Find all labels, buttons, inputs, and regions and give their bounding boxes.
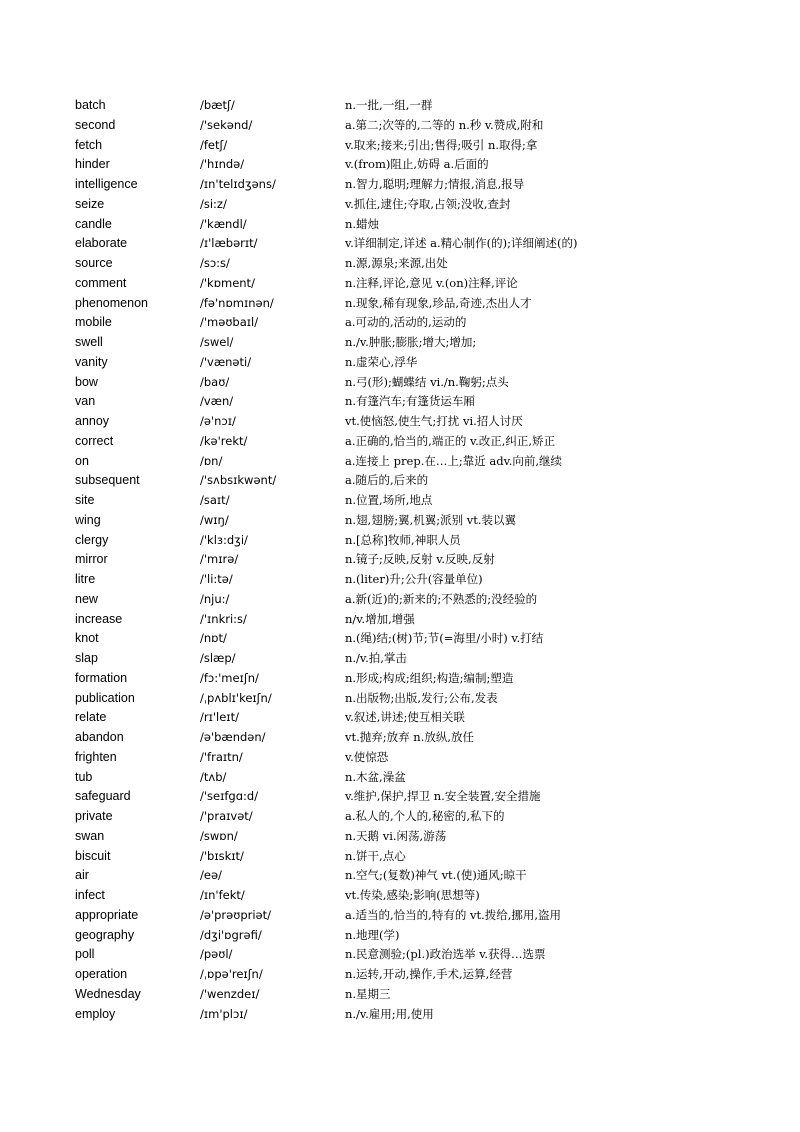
vocab-definition: vt.使恼怒,使生气;打扰 vi.招人讨厌 xyxy=(345,414,523,428)
vocab-word: source xyxy=(75,256,113,270)
vocab-pronunciation: /dʒi'ɒgrəfi/ xyxy=(200,927,262,942)
vocab-definition: n.空气;(复数)神气 vt.(使)通风;晾干 xyxy=(345,868,527,883)
vocab-pronunciation: /kə'rekt/ xyxy=(200,433,248,448)
vocab-pronunciation: /slæp/ xyxy=(200,651,236,665)
vocab-word: safeguard xyxy=(75,789,131,804)
vocab-pronunciation: /'wenzdeɪ/ xyxy=(200,986,260,1001)
vocab-row xyxy=(0,708,800,728)
vocab-row xyxy=(0,985,800,1005)
vocab-definition: n.民意测验;(pl.)政治选举 v.获得…选票 xyxy=(345,947,546,962)
vocab-word: publication xyxy=(75,690,135,705)
vocab-word: frighten xyxy=(75,749,117,764)
vocab-word: mirror xyxy=(75,552,108,567)
vocab-pronunciation: /'mɪrə/ xyxy=(200,552,239,567)
vocab-row xyxy=(0,274,800,294)
vocab-pronunciation: /'bɪskɪt/ xyxy=(200,848,244,863)
vocab-row xyxy=(0,412,800,432)
vocab-pronunciation: /ɪ'læbərɪt/ xyxy=(200,236,258,251)
vocab-definition: n./v.拍,掌击 xyxy=(345,651,407,665)
vocab-row xyxy=(0,590,800,610)
vocab-word: seize xyxy=(75,196,105,211)
vocab-row xyxy=(0,570,800,590)
vocab-definition: a.第二;次等的,二等的 n.秒 v.赞成,附和 xyxy=(345,117,544,132)
vocab-definition: n.木盆,澡盆 xyxy=(345,769,406,784)
vocab-row xyxy=(0,294,800,314)
vocab-word: swell xyxy=(75,335,103,349)
vocab-row xyxy=(0,353,800,373)
vocabulary-list xyxy=(0,96,800,1024)
vocab-pronunciation: /fetʃ/ xyxy=(200,137,228,152)
vocab-word: on xyxy=(75,453,89,468)
vocab-pronunciation: /'sʌbsɪkwənt/ xyxy=(200,473,277,488)
vocab-definition: a.新(近)的;新来的;不熟悉的;没经验的 xyxy=(345,591,538,606)
vocab-word: slap xyxy=(75,651,98,665)
vocab-row xyxy=(0,1005,800,1025)
vocab-word: correct xyxy=(75,433,114,448)
vocab-row xyxy=(0,906,800,926)
vocab-definition: a.随后的,后来的 xyxy=(345,473,429,488)
vocab-definition: a.私人的,个人的,秘密的,私下的 xyxy=(345,809,505,823)
vocab-pronunciation: /'məʊbaɪl/ xyxy=(200,315,259,330)
vocab-row xyxy=(0,175,800,195)
vocab-definition: n.虚荣心,浮华 xyxy=(345,354,418,369)
vocab-definition: vt.传染,感染;影响(思想等) xyxy=(345,888,480,902)
vocab-pronunciation: /wɪŋ/ xyxy=(200,512,229,527)
vocab-row xyxy=(0,234,800,254)
vocab-definition: a.适当的,恰当的,特有的 vt.拨给,挪用,盗用 xyxy=(345,907,562,922)
vocab-word: phenomenon xyxy=(75,295,148,310)
vocab-word: elaborate xyxy=(75,236,128,251)
vocab-pronunciation: /fə'nɒmɪnən/ xyxy=(200,295,274,310)
vocab-definition: n.蜡烛 xyxy=(345,216,380,231)
vocab-row xyxy=(0,136,800,156)
vocab-pronunciation: /nɒt/ xyxy=(200,631,227,646)
vocab-pronunciation: /ə'nɔɪ/ xyxy=(200,414,236,428)
vocab-word: batch xyxy=(75,98,106,112)
vocab-pronunciation: /'seɪfgɑ:d/ xyxy=(200,789,259,804)
vocab-definition: n.地理(学) xyxy=(345,927,400,942)
vocab-definition: n.运转,开动,操作,手术,运算,经营 xyxy=(345,967,513,981)
vocab-definition: a.正确的,恰当的,端正的 v.改正,纠正,矫正 xyxy=(345,433,556,448)
vocab-word: mobile xyxy=(75,315,112,330)
vocab-pronunciation: /ɪn'fekt/ xyxy=(200,888,245,902)
vocab-row xyxy=(0,432,800,452)
vocab-definition: n.有篷汽车;有篷货运车厢 xyxy=(345,394,475,409)
vocab-word: Wednesday xyxy=(75,986,141,1001)
vocab-word: abandon xyxy=(75,730,124,744)
vocab-pronunciation: /baʊ/ xyxy=(200,374,230,389)
vocab-word: knot xyxy=(75,631,99,646)
vocab-row xyxy=(0,629,800,649)
vocab-definition: n.(绳)结;(树)节;节(=海里/小时) v.打结 xyxy=(345,631,544,646)
vocab-pronunciation: /ˌɒpə'reɪʃn/ xyxy=(200,967,263,981)
vocab-row xyxy=(0,511,800,531)
vocab-word: private xyxy=(75,809,113,823)
vocab-pronunciation: /'hɪndə/ xyxy=(200,157,245,172)
vocab-row xyxy=(0,787,800,807)
vocab-pronunciation: /tʌb/ xyxy=(200,769,227,784)
vocab-pronunciation: /'ɪnkri:s/ xyxy=(200,611,247,626)
vocab-definition: n.[总称]牧师,神职人员 xyxy=(345,532,461,547)
vocab-row xyxy=(0,748,800,768)
vocab-row xyxy=(0,768,800,788)
vocab-definition: v.维护,保护,捍卫 n.安全装置,安全措施 xyxy=(345,789,541,804)
vocab-word: second xyxy=(75,117,116,132)
vocab-word: relate xyxy=(75,710,107,725)
vocab-word: biscuit xyxy=(75,848,111,863)
vocab-row xyxy=(0,491,800,511)
vocab-row xyxy=(0,392,800,412)
vocab-definition: n.现象,稀有现象,珍品,奇迹,杰出人才 xyxy=(345,295,532,310)
vocab-word: intelligence xyxy=(75,177,138,191)
vocab-definition: v.取来;接来;引出;售得;吸引 n.取得;拿 xyxy=(345,137,538,152)
vocab-pronunciation: /pəʊl/ xyxy=(200,947,233,962)
vocab-word: operation xyxy=(75,967,128,981)
vocab-row xyxy=(0,945,800,965)
vocab-pronunciation: /eə/ xyxy=(200,868,222,883)
vocab-word: geography xyxy=(75,927,135,942)
vocab-word: increase xyxy=(75,611,123,626)
vocab-word: swan xyxy=(75,828,105,843)
vocab-row xyxy=(0,373,800,393)
vocab-definition: a.可动的,活动的,运动的 xyxy=(345,315,467,330)
vocab-word: site xyxy=(75,493,95,507)
vocab-pronunciation: /saɪt/ xyxy=(200,493,230,507)
vocab-definition: v.使惊恐 xyxy=(345,749,389,764)
vocab-word: air xyxy=(75,868,89,883)
vocab-definition: v.详细制定,详述 a.精心制作(的);详细阐述(的) xyxy=(345,236,578,251)
vocab-word: vanity xyxy=(75,354,108,369)
vocab-row xyxy=(0,827,800,847)
vocab-word: employ xyxy=(75,1006,116,1021)
vocab-pronunciation: /ə'prəʊpriət/ xyxy=(200,907,271,922)
vocab-pronunciation: /rɪ'leɪt/ xyxy=(200,710,239,725)
vocab-definition: n.(liter)升;公升(容量单位) xyxy=(345,572,483,586)
vocab-word: wing xyxy=(75,512,101,527)
vocab-row xyxy=(0,452,800,472)
vocab-definition: n/v.增加,增强 xyxy=(345,611,415,626)
vocab-row xyxy=(0,847,800,867)
vocab-pronunciation: /fɔ:'meɪʃn/ xyxy=(200,670,259,685)
vocab-definition: n./v.肿胀;膨胀;增大;增加; xyxy=(345,335,477,349)
vocab-pronunciation: /'li:tə/ xyxy=(200,572,233,586)
vocab-definition: n.星期三 xyxy=(345,986,391,1001)
vocab-row xyxy=(0,669,800,689)
vocab-definition: n.天鹅 vi.闲荡,游荡 xyxy=(345,828,447,843)
vocab-pronunciation: /sɔ:s/ xyxy=(200,256,230,270)
vocab-definition: v.叙述,讲述;使互相关联 xyxy=(345,710,465,725)
vocab-row xyxy=(0,471,800,491)
vocab-row xyxy=(0,965,800,985)
vocab-pronunciation: /swɒn/ xyxy=(200,828,238,843)
vocab-pronunciation: /ə'bændən/ xyxy=(200,730,266,744)
vocab-definition: n.智力,聪明;理解力;情报,消息,报导 xyxy=(345,177,525,191)
vocab-definition: n./v.雇用;用,使用 xyxy=(345,1006,434,1021)
vocab-definition: n.出版物;出版,发行;公布,发表 xyxy=(345,690,498,705)
vocab-pronunciation: /ˌpʌblɪ'keɪʃn/ xyxy=(200,690,272,705)
vocab-row xyxy=(0,155,800,175)
vocab-row xyxy=(0,254,800,274)
vocab-pronunciation: /swel/ xyxy=(200,335,234,349)
vocab-word: fetch xyxy=(75,137,103,152)
vocab-pronunciation: /'praɪvət/ xyxy=(200,809,253,823)
vocab-word: bow xyxy=(75,374,98,389)
vocab-word: subsequent xyxy=(75,473,140,488)
vocab-pronunciation: /'sekənd/ xyxy=(200,117,253,132)
vocab-row xyxy=(0,689,800,709)
vocab-word: candle xyxy=(75,216,112,231)
vocab-pronunciation: /'kɒment/ xyxy=(200,275,255,290)
vocab-word: comment xyxy=(75,275,127,290)
vocab-row xyxy=(0,531,800,551)
vocab-pronunciation: /ɪn'telɪdʒəns/ xyxy=(200,177,276,191)
vocab-row xyxy=(0,550,800,570)
vocab-row xyxy=(0,926,800,946)
vocab-row xyxy=(0,116,800,136)
vocab-word: clergy xyxy=(75,532,109,547)
vocab-word: litre xyxy=(75,572,96,586)
vocab-row xyxy=(0,313,800,333)
vocab-definition: n.形成;构成;组织;构造;编制;塑造 xyxy=(345,670,514,685)
vocab-word: annoy xyxy=(75,414,110,428)
vocab-definition: vt.抛弃;放弃 n.放纵,放任 xyxy=(345,730,475,744)
vocab-definition: n.源,源泉;来源,出处 xyxy=(345,256,448,270)
vocab-definition: v.(from)阻止,妨碍 a.后面的 xyxy=(345,157,489,172)
vocab-definition: n.位置,场所,地点 xyxy=(345,493,433,507)
vocab-definition: n.一批,一组,一群 xyxy=(345,98,433,112)
vocab-word: infect xyxy=(75,888,105,902)
vocab-word: new xyxy=(75,591,98,606)
vocab-definition: n.镜子;反映,反射 v.反映,反射 xyxy=(345,552,495,567)
vocab-definition: a.连接上 prep.在…上;靠近 adv.向前,继续 xyxy=(345,453,563,468)
vocab-row xyxy=(0,807,800,827)
vocab-row xyxy=(0,649,800,669)
vocab-definition: n.翅,翅膀;翼,机翼;派别 vt.装以翼 xyxy=(345,512,517,527)
vocab-pronunciation: /ɪm'plɔɪ/ xyxy=(200,1006,248,1021)
vocab-definition: n.注释,评论,意见 v.(on)注释,评论 xyxy=(345,275,518,290)
vocab-pronunciation: /væn/ xyxy=(200,394,234,409)
vocab-row xyxy=(0,610,800,630)
vocab-definition: n.饼干,点心 xyxy=(345,848,406,863)
vocab-row xyxy=(0,195,800,215)
vocab-row xyxy=(0,728,800,748)
vocab-word: formation xyxy=(75,670,128,685)
vocab-definition: v.抓住,逮住;夺取,占领;没收,查封 xyxy=(345,196,511,211)
vocab-word: appropriate xyxy=(75,907,139,922)
vocab-word: van xyxy=(75,394,96,409)
vocab-pronunciation: /si:z/ xyxy=(200,196,227,211)
vocab-pronunciation: /'fraɪtn/ xyxy=(200,749,243,764)
vocab-word: poll xyxy=(75,947,95,962)
vocab-pronunciation: /'klɜ:dʒi/ xyxy=(200,532,248,547)
vocab-row xyxy=(0,866,800,886)
vocab-definition: n.弓(形);蝴蝶结 vi./n.鞠躬;点头 xyxy=(345,374,509,389)
vocab-word: hinder xyxy=(75,157,110,172)
vocab-pronunciation: /ɒn/ xyxy=(200,453,223,468)
vocab-row xyxy=(0,886,800,906)
vocab-pronunciation: /nju:/ xyxy=(200,591,230,606)
vocab-pronunciation: /'kændl/ xyxy=(200,216,247,231)
vocab-pronunciation: /'vænəti/ xyxy=(200,354,252,369)
vocab-pronunciation: /bætʃ/ xyxy=(200,98,235,112)
vocab-row xyxy=(0,215,800,235)
vocab-word: tub xyxy=(75,769,93,784)
vocab-row xyxy=(0,96,800,116)
vocab-row xyxy=(0,333,800,353)
